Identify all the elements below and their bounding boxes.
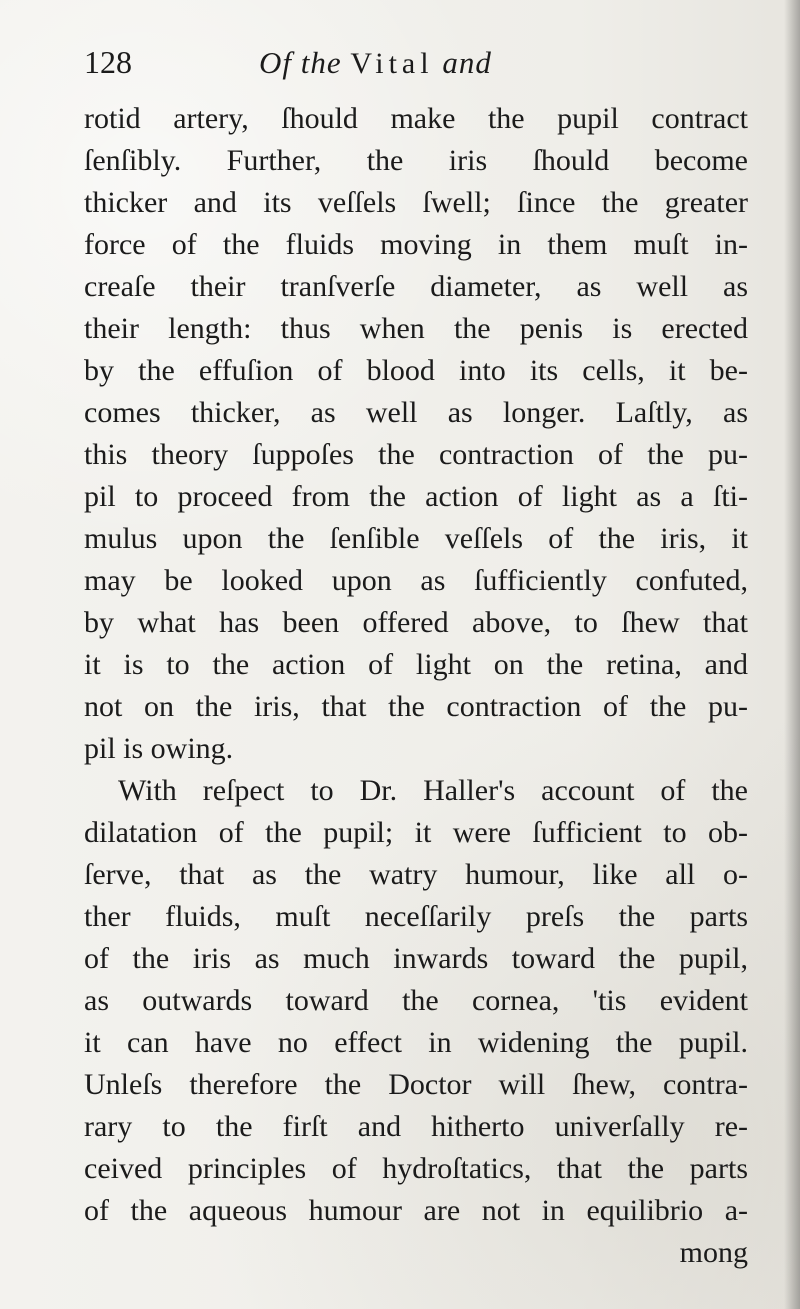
- text-line: it can have no effect in widening the pupil.: [84, 1026, 748, 1059]
- text-line: thicker and its veſſels ſwell; ſince the greater: [84, 186, 748, 219]
- text-line: by the effuſion of blood into its cells, it be-: [84, 354, 748, 387]
- text-line: ceived principles of hydroſtatics, that the parts: [84, 1152, 748, 1185]
- text-line: mong: [679, 1236, 748, 1269]
- text-line: creaſe their tranſverſe diameter, as well as: [84, 270, 748, 303]
- text-line: Unleſs therefore the Doctor will ſhew, contra-: [84, 1068, 748, 1101]
- page-header: [84, 40, 744, 88]
- text-line: With reſpect to Dr. Haller's account of the: [118, 774, 748, 807]
- page-edge-shadow: [784, 0, 800, 1309]
- running-head-part-3: and: [442, 45, 492, 80]
- text-line: rary to the firſt and hitherto univerſally re-: [84, 1110, 748, 1143]
- text-line: by what has been offered above, to ſhew that: [84, 606, 748, 639]
- text-line: their length: thus when the penis is erected: [84, 312, 748, 345]
- text-line: of the aqueous humour are not in equilibrio a-: [84, 1194, 748, 1227]
- text-line: this theory ſuppoſes the contraction of the pu-: [84, 438, 748, 471]
- text-line: as outwards toward the cornea, 'tis evident: [84, 984, 748, 1017]
- text-line: of the iris as much inwards toward the pupil,: [84, 942, 748, 975]
- text-line: ther fluids, muſt neceſſarily preſs the parts: [84, 900, 748, 933]
- text-line: ſerve, that as the watry humour, like all o-: [84, 858, 748, 891]
- text-line: rotid artery, ſhould make the pupil contract: [84, 102, 748, 135]
- text-line: comes thicker, as well as longer. Laſtly, as: [84, 396, 748, 429]
- text-line: mulus upon the ſenſible veſſels of the iris, it: [84, 522, 748, 555]
- text-line: may be looked upon as ſufficiently confuted,: [84, 564, 748, 597]
- running-head-part-1: Of the: [259, 45, 342, 80]
- text-line: it is to the action of light on the retina, and: [84, 648, 748, 681]
- running-head-part-2: Vital: [350, 47, 434, 80]
- text-line: pil to proceed from the action of light as a ſti-: [84, 480, 748, 513]
- running-head: [259, 42, 492, 85]
- body-text: [84, 98, 748, 1268]
- page-number: 128: [84, 44, 132, 80]
- text-line: dilatation of the pupil; it were ſufficient to ob-: [84, 816, 748, 849]
- text-line: ſenſibly. Further, the iris ſhould become: [84, 144, 748, 177]
- text-line: force of the fluids moving in them muſt in-: [84, 228, 748, 261]
- text-line: pil is owing.: [84, 732, 234, 765]
- text-line: not on the iris, that the contraction of the pu-: [84, 690, 748, 723]
